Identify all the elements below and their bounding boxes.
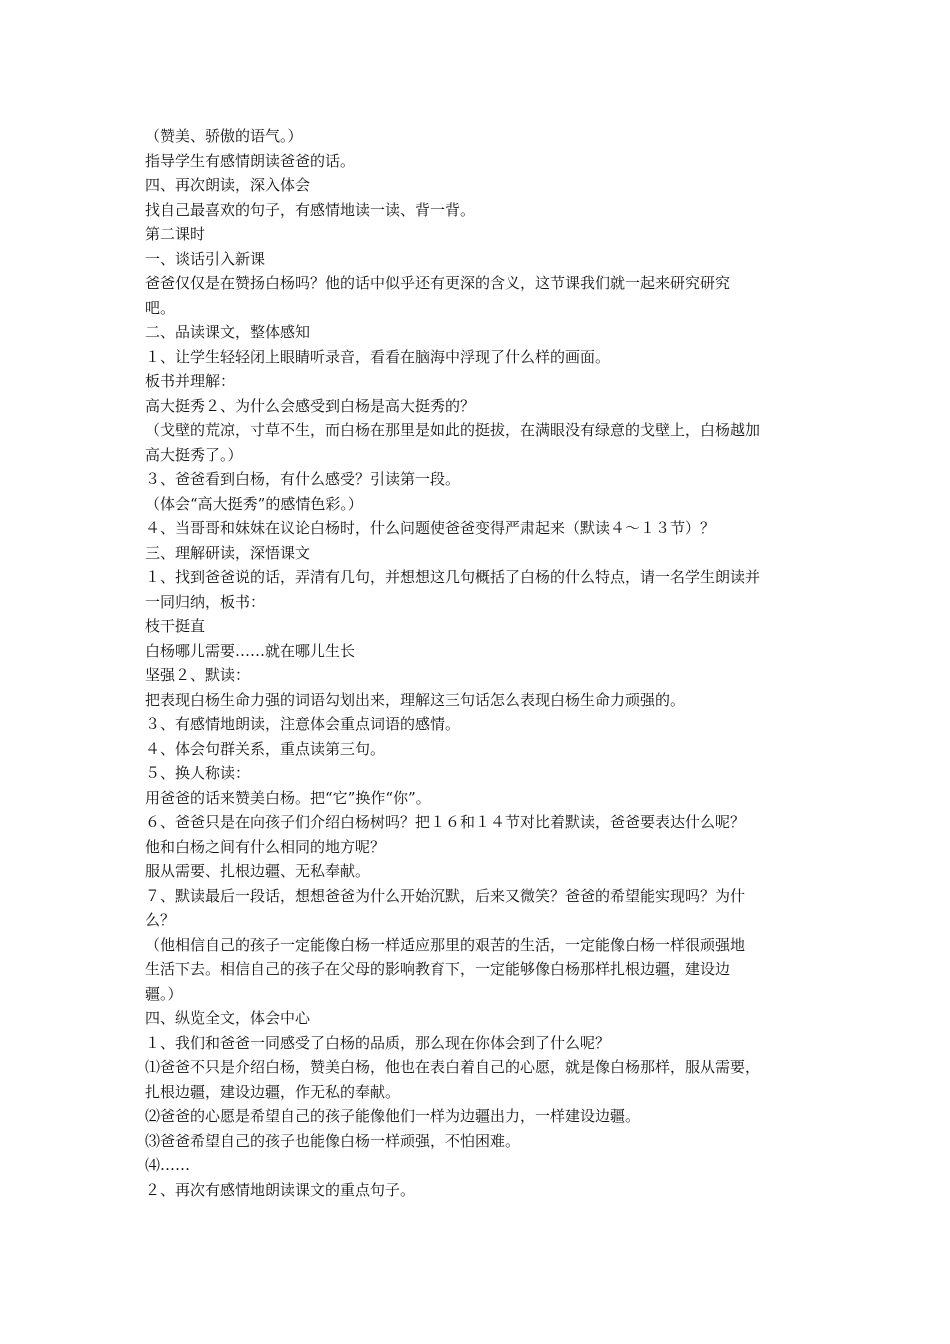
text-line: １、我们和爸爸一同感受了白杨的品质，那么现在你体会到了什么呢？ — [145, 1033, 611, 1052]
text-line: 爸爸仅仅是在赞扬白杨吗？他的话中似乎还有更深的含义，这节课我们就一起来研究研究 — [145, 274, 731, 292]
text-line: 他和白杨之间有什么相同的地方呢？ — [145, 837, 386, 856]
text-line: 白杨哪儿需要……就在哪儿生长 — [145, 641, 356, 660]
text-line: １、让学生轻轻闭上眼睛听录音，看看在脑海中浮现了什么样的画面。 — [145, 347, 611, 366]
text-line: （他相信自己的孩子一定能像白杨一样适应那里的艰苦的生活，一定能像白杨一样很顽强地 — [145, 935, 746, 954]
text-line: ７、默读最后一段话，想想爸爸为什么开始沉默，后来又微笑？爸爸的希望能实现吗？为什 — [145, 886, 746, 905]
text-line: 三、理解研读，深悟课文 — [145, 543, 311, 562]
text-line: 生活下去。相信自己的孩子在父母的影响教育下，一定能够像白杨那样扎根边疆，建设边 — [145, 960, 731, 978]
text-line: 二、品读课文，整体感知 — [145, 323, 311, 341]
text-line: 么？ — [145, 911, 176, 929]
text-line: 扎根边疆，建设边疆，作无私的奉献。 — [145, 1082, 401, 1101]
text-line: ⑶爸爸希望自己的孩子也能像白杨一样顽强，不怕困难。 — [145, 1131, 521, 1150]
text-line: 坚强２、默读： — [145, 666, 251, 684]
text-line: ４、体会句群关系，重点读第三句。 — [145, 739, 386, 758]
text-line: ３、有感情地朗读，注意体会重点词语的感情。 — [145, 715, 461, 733]
document-body — [145, 124, 815, 1202]
text-line: （赞美、骄傲的语气。） — [145, 127, 303, 145]
text-line: 吧。 — [145, 298, 176, 317]
text-line: 找自己最喜欢的句子，有感情地读一读、背一背。 — [145, 200, 476, 219]
text-line: 高大挺秀２、为什么会感受到白杨是高大挺秀的？ — [145, 396, 476, 415]
text-line: ４、当哥哥和妹妹在议论白杨时，什么问题使爸爸变得严肃起来（默读４～１３节）？ — [145, 519, 716, 537]
text-line: 高大挺秀了。） — [145, 445, 243, 464]
text-line: 板书并理解： — [145, 372, 236, 390]
text-line: 服从需要、扎根边疆、无私奉献。 — [145, 862, 371, 880]
text-line: 指导学生有感情朗读爸爸的话。 — [145, 151, 356, 170]
text-line: ⑵爸爸的心愿是希望自己的孩子能像他们一样为边疆出力，一样建设边疆。 — [145, 1107, 641, 1125]
text-line: 第二课时 — [145, 225, 206, 243]
text-line: ⑴爸爸不只是介绍白杨，赞美白杨，他也在表白着自己的心愿，就是像白杨那样，服从需要， — [145, 1058, 761, 1076]
text-line: 把表现白杨生命力强的词语勾划出来，理解这三句话怎么表现白杨生命力顽强的。 — [145, 690, 686, 709]
text-line: （体会“高大挺秀”的感情色彩。） — [145, 494, 363, 513]
text-line: 疆。） — [145, 984, 183, 1003]
text-line: ２、再次有感情地朗读课文的重点句子。 — [145, 1180, 416, 1199]
text-line: 枝干挺直 — [145, 617, 206, 635]
text-line: ⑷…… — [145, 1156, 191, 1174]
text-line: 四、纵览全文，体会中心 — [145, 1009, 311, 1027]
text-line: 四、再次朗读，深入体会 — [145, 176, 311, 194]
text-line: 一、谈话引入新课 — [145, 249, 266, 268]
text-line: 用爸爸的话来赞美白杨。把“它”换作“你”。 — [145, 788, 431, 807]
text-line: １、找到爸爸说的话，弄清有几句，并想想这几句概括了白杨的什么特点，请一名学生朗读并 — [145, 568, 761, 586]
text-line: ６、爸爸只是在向孩子们介绍白杨树吗？把１６和１４节对比着默读，爸爸要表达什么呢？ — [145, 813, 746, 831]
text-line: ５、换人称读： — [145, 764, 251, 782]
text-line: 一同归纳，板书： — [145, 592, 266, 611]
text-line: （戈壁的荒凉，寸草不生，而白杨在那里是如此的挺拔，在满眼没有绿意的戈壁上，白杨越加 — [145, 421, 761, 439]
text-line: ３、爸爸看到白杨，有什么感受？引读第一段。 — [145, 470, 461, 488]
